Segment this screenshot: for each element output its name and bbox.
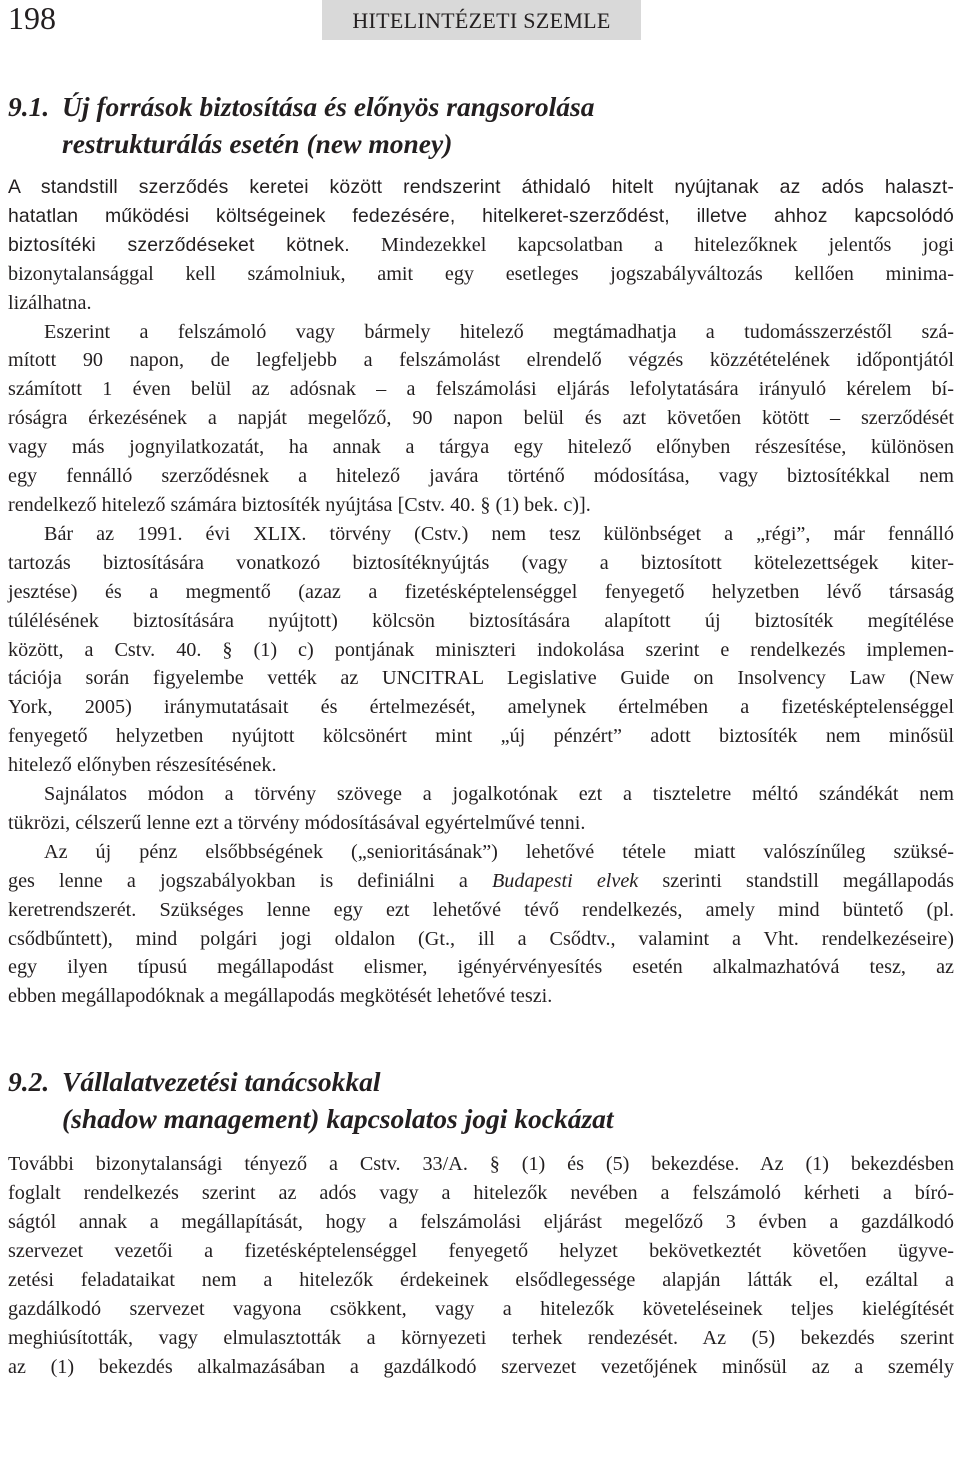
text-line: az (1) bekezdés alkalmazásában a gazdálkodó szervezet vezetőjének minősül az a személy	[8, 1355, 954, 1378]
text-line: Eszerint a felszámoló vagy bármely hitelező megtámadhatja a tudomásszerzéstől szá-	[44, 320, 954, 343]
text-line: szervezet vezetői a fizetésképtelenséggel fenyegető helyzet bekövetkeztét követően ügyve-	[8, 1240, 954, 1262]
section-title	[62, 1063, 614, 1137]
text-line: Sajnálatos módon a törvény szövege a jogalkotónak ezt a tiszteletre méltó szándékát nem	[44, 783, 954, 806]
paragraph-sajnalatos	[8, 780, 954, 838]
text-line: fenyegető helyzetben nyújtott kölcsönért mint „új pénzért” adott biztosíték nem minősül	[8, 725, 954, 748]
text-segment: Mindezekkel kapcsolatban a hitelezőknek jelentős jogi	[349, 233, 954, 256]
text-line: keretrendszerét. Szükséges lenne egy ezt lehetővé tévő rendelkezés, amely mind büntető (pl.	[8, 898, 954, 921]
section-body-9-2	[8, 1150, 954, 1381]
journal-title-band	[322, 0, 641, 40]
text-segment: biztosítéki szerződéseket kötnek.	[8, 233, 350, 256]
paragraph-uj-penz	[8, 838, 954, 1011]
paragraph-cstv	[8, 520, 954, 780]
section-number: 9.1.	[8, 91, 50, 122]
journal-title: HITELINTÉZETI SZEMLE	[352, 8, 611, 33]
section-body-9-1	[8, 173, 954, 1011]
text-segment: ges lenne a jogszabályokban is definiálni a	[8, 869, 492, 892]
text-line: mított 90 napon, de legfeljebb a felszámolást elrendelő végzés közzétételének időpontjától	[8, 349, 954, 372]
page-content	[8, 88, 954, 1382]
text-line: csődbűntett), mind polgári jogi oldalon (Gt., ill a Csődtv., valamint a Vht. rendelkezéseire)	[8, 927, 954, 950]
section-title-line: Vállalatvezetési tanácsokkal	[62, 1066, 381, 1098]
text-line: vagy más jognyilatkozatát, ha annak a tárgya egy hitelező előnyben részesítése, különösen	[8, 436, 954, 459]
text-line: egy ilyen típusú megállapodást elismer, igényérvényesítés esetén alkalmazhatóvá tesz, az	[8, 956, 954, 979]
section-heading-9-1	[8, 88, 954, 162]
text-line: rendelkező hitelező számára biztosíték nyújtása [Cstv. 40. § (1) bek. c)].	[8, 493, 591, 516]
section-heading-9-2	[8, 1063, 954, 1137]
text-line: róságra érkezésének a napját megelőző, 90 napon belül és azt követően kötött – szerződését	[8, 407, 954, 430]
page-header	[0, 0, 960, 48]
text-line: hatatlan működési költségeinek fedezésére, hitelkeret-szerződést, illetve ahhoz kapcsolódó	[8, 204, 954, 227]
text-line: jesztése) és a megmentő (azaz a fizetésképtelenséggel fenyegető helyzetben lévő társaság	[8, 580, 954, 603]
text-line: tartozás biztosítására vonatkozó biztosítéknyújtás (vagy a biztosított kötelezettségek kiter-	[8, 551, 954, 574]
text-line: tációja során figyelembe vették az UNCITRAL Legislative Guide on Insolvency Law (New	[8, 667, 954, 690]
page-number: 198	[8, 0, 56, 36]
section-number: 9.2.	[8, 1066, 50, 1098]
text-line: bizonytalansággal kell számolniuk, amit egy esetleges jogszabályváltozás kellően minima-	[8, 262, 954, 285]
text-line: tükrözi, célszerű lenne ezt a törvény módosításával egyértelművé tenni.	[8, 811, 586, 834]
paragraph-standstill	[8, 173, 954, 318]
section-title-line: Új források biztosítása és előnyös rangsorolása	[62, 91, 595, 122]
paragraph-eszerint	[8, 318, 954, 520]
text-line	[8, 231, 954, 260]
text-line: ebben megállapodóknak a megállapodás megkötését lehetővé teszi.	[8, 985, 553, 1008]
italic-term: Budapesti elvek	[491, 869, 639, 892]
text-line: hitelező előnyben részesítésének.	[8, 754, 277, 777]
text-segment: szerinti standstill megállapodás	[638, 869, 954, 892]
text-line: foglalt rendelkezés szerint az adós vagy a hitelezők nevében a felszámoló kérheti a bíró-	[8, 1182, 954, 1205]
text-line: A standstill szerződés keretei között rendszerint áthidaló hitelt nyújtanak az adós halaszt-	[8, 176, 954, 198]
section-title-line: (shadow management) kapcsolatos jogi kockázat	[62, 1103, 614, 1135]
text-line: York, 2005) iránymutatásait és értelmezését, amelynek értelmében a fizetésképtelenséggel	[8, 696, 954, 719]
text-line: ságtól annak a megállapítását, hogy a felszámolási eljárást megelőző 3 évben a gazdálkodó	[8, 1211, 954, 1234]
text-line	[8, 867, 954, 896]
text-line: között, a Cstv. 40. § (1) c) pontjának miniszteri indokolása szerint e rendelkezés implemen-	[8, 638, 954, 661]
text-line: zetési feladataikat nem a hitelezők érdekeinek elsődlegessége alapján látták el, ezáltal a	[8, 1268, 954, 1291]
text-line: egy fennálló szerződésnek a hitelező javára történő módosítása, vagy biztosítékkal nem	[8, 465, 954, 488]
text-line: számított 1 éven belül az adósnak – a felszámolási eljárás lefolytatására irányuló kérelem bí-	[8, 378, 954, 401]
text-line: Bár az 1991. évi XLIX. törvény (Cstv.) nem tesz különbséget a „régi”, már fennálló	[44, 522, 954, 545]
text-line: További bizonytalansági tényező a Cstv. 33/A. § (1) és (5) bekezdése. Az (1) bekezdésben	[8, 1153, 954, 1176]
text-line: gazdálkodó szervezet vagyona csökkent, vagy a hitelezők követeléseinek teljes kielégítését	[8, 1297, 954, 1320]
section-title-line: restrukturálás esetén (new money)	[62, 128, 453, 159]
text-line: Az új pénz elsőbbségének („senioritásának”) lehetővé tétele miatt valószínűleg szüksé-	[44, 840, 954, 863]
text-line: túlélésének biztosítására nyújtott) kölcsön biztosítására alapított új biztosíték megítélése	[8, 609, 954, 632]
paragraph-bizonytalansagi	[8, 1150, 954, 1381]
text-line: lizálhatna.	[8, 291, 92, 314]
text-line: meghiúsították, vagy elmulasztották a környezeti terhek rendezését. Az (5) bekezdés szerint	[8, 1326, 954, 1349]
section-title	[62, 88, 595, 162]
